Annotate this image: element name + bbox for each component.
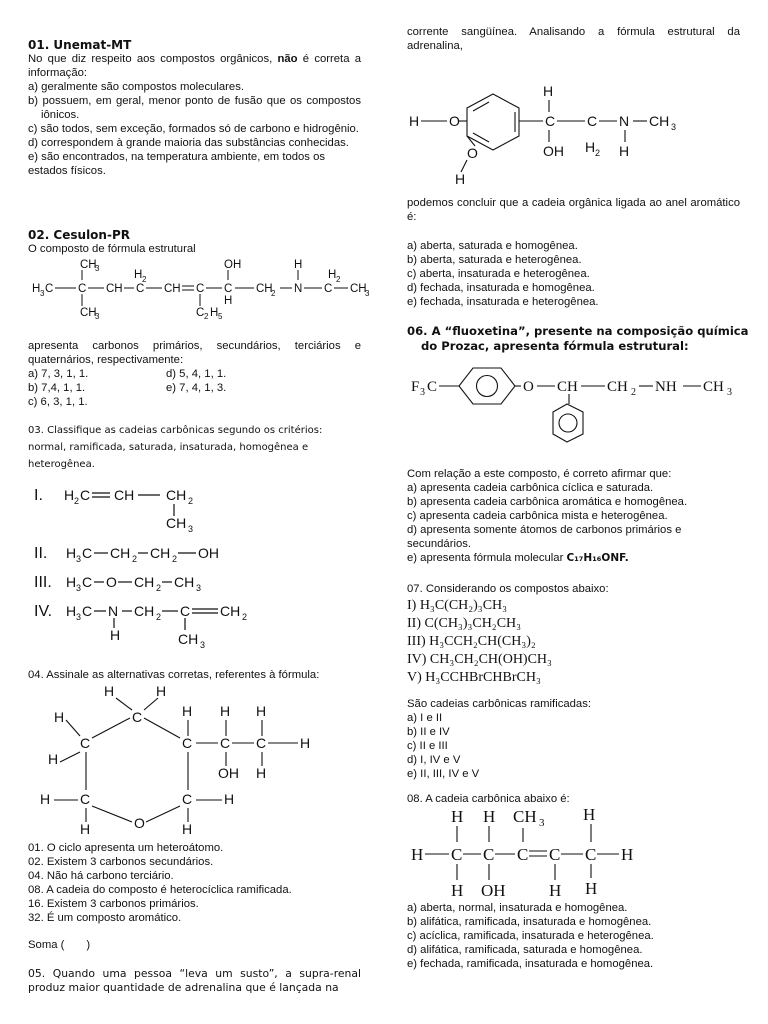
svg-text:3: 3 bbox=[420, 387, 425, 398]
compound-iii: III) H₃CCH₂CH(CH₃)₂ bbox=[407, 634, 536, 649]
svg-text:C: C bbox=[196, 307, 205, 319]
svg-text:H: H bbox=[66, 545, 77, 561]
option-e: e) fechada, ramificada, insaturada e homogênea. bbox=[407, 958, 654, 970]
svg-text:H: H bbox=[256, 703, 267, 719]
svg-text:H: H bbox=[585, 139, 596, 155]
option-a: a) geralmente são compostos moleculares. bbox=[28, 81, 244, 93]
svg-text:H: H bbox=[66, 603, 77, 619]
option-08: 08. A cadeia do composto é heterocíclica ramificada. bbox=[28, 884, 292, 896]
svg-text:H: H bbox=[451, 881, 464, 900]
stem-text: é correta a informação: bbox=[28, 53, 361, 79]
svg-text:H: H bbox=[585, 879, 598, 898]
svg-text:CH: CH bbox=[106, 283, 123, 295]
svg-text:C: C bbox=[587, 113, 598, 129]
question-02 bbox=[28, 228, 361, 256]
svg-text:C: C bbox=[180, 603, 191, 619]
option-d: d) alifática, ramificada, saturada e homogênea. bbox=[407, 944, 643, 956]
svg-text:H: H bbox=[54, 709, 65, 725]
svg-text:CH: CH bbox=[80, 307, 97, 319]
option-e: e) II, III, IV e V bbox=[407, 768, 480, 780]
svg-text:CH: CH bbox=[649, 113, 670, 129]
svg-text:CH: CH bbox=[350, 283, 367, 295]
svg-text:3: 3 bbox=[76, 583, 82, 593]
svg-text:N: N bbox=[294, 283, 303, 295]
svg-text:C: C bbox=[324, 283, 333, 295]
svg-text:H: H bbox=[224, 295, 233, 307]
option-d: d) fechada, insaturada e homogênea. bbox=[407, 282, 595, 294]
label-iii: III. bbox=[34, 574, 52, 591]
svg-text:H: H bbox=[543, 83, 554, 99]
question-02-after: apresenta carbonos primários, secundários, terciários e quaternários, respectivamente: bbox=[28, 340, 361, 366]
svg-text:CH: CH bbox=[164, 283, 181, 295]
svg-text:F: F bbox=[411, 379, 420, 395]
option-e: e) são encontrados, na temperatura ambiente, em todos os estados físicos. bbox=[28, 151, 326, 177]
formulas-q03 bbox=[28, 484, 358, 654]
question-06-after: Com relação a este composto, é correto afirmar que: bbox=[407, 468, 672, 480]
question-02-stem: O composto de fórmula estrutural bbox=[28, 243, 196, 255]
svg-text:N: N bbox=[619, 113, 630, 129]
svg-text:3: 3 bbox=[95, 264, 100, 273]
formula-fluoxetina bbox=[407, 360, 737, 460]
svg-text:H: H bbox=[104, 683, 115, 699]
svg-text:CH: CH bbox=[134, 574, 155, 590]
svg-text:H: H bbox=[621, 845, 634, 864]
soma-field: Soma ( ) bbox=[28, 939, 91, 951]
svg-text:2: 2 bbox=[204, 312, 209, 321]
svg-text:C: C bbox=[585, 845, 597, 864]
question-01-stem bbox=[28, 52, 361, 80]
question-05-stem: 05. Quando uma pessoa “leva um susto”, a supra-renal produz maior quantidade de adrenalina que é lançada na bbox=[28, 967, 361, 994]
label-i: I. bbox=[34, 487, 43, 504]
svg-text:H: H bbox=[409, 113, 420, 129]
svg-text:2: 2 bbox=[142, 275, 147, 284]
svg-text:3: 3 bbox=[40, 289, 45, 298]
svg-text:H: H bbox=[583, 805, 596, 824]
question-02-title: 02. Cesulon-PR bbox=[28, 228, 130, 242]
svg-text:C: C bbox=[136, 283, 145, 295]
svg-text:H: H bbox=[80, 821, 91, 837]
question-05-after: podemos concluir que a cadeia orgânica ligada ao anel aromático é: bbox=[407, 197, 740, 223]
option-16: 16. Existem 3 carbonos primários. bbox=[28, 898, 199, 910]
svg-text:CH: CH bbox=[166, 515, 187, 531]
question-06-title: 06. A “fluoxetina”, presente na composição química do Prozac, apresenta fórmula estrutural: bbox=[407, 324, 749, 353]
label-ii: II. bbox=[34, 545, 48, 562]
option-a: a) aberta, saturada e homogênea. bbox=[407, 240, 578, 252]
stem-bold: não bbox=[277, 53, 298, 65]
svg-text:C: C bbox=[256, 735, 267, 751]
svg-text:CH: CH bbox=[110, 545, 131, 561]
svg-text:C: C bbox=[45, 283, 54, 295]
option-b: b) possuem, em geral, menor ponto de fusão que os compostos iônicos. bbox=[28, 95, 361, 121]
formula-q02 bbox=[28, 256, 368, 326]
svg-text:H: H bbox=[549, 881, 562, 900]
svg-text:CH: CH bbox=[256, 283, 273, 295]
svg-text:H: H bbox=[66, 574, 77, 590]
svg-text:H: H bbox=[294, 259, 303, 271]
svg-text:2: 2 bbox=[156, 583, 162, 593]
compound-v: V) H₃CCHBrCHBrCH₃ bbox=[407, 670, 541, 685]
svg-text:C: C bbox=[451, 845, 463, 864]
svg-text:H: H bbox=[483, 807, 496, 826]
svg-text:OH: OH bbox=[481, 881, 506, 900]
formula-q08 bbox=[407, 806, 737, 898]
svg-text:CH: CH bbox=[174, 574, 195, 590]
svg-text:CH: CH bbox=[220, 603, 241, 619]
svg-text:O: O bbox=[449, 113, 460, 129]
option-02: 02. Existem 3 carbonos secundários. bbox=[28, 856, 214, 868]
svg-text:H: H bbox=[411, 845, 424, 864]
option-b: b) aberta, saturada e heterogênea. bbox=[407, 254, 582, 266]
svg-text:H: H bbox=[182, 821, 193, 837]
question-02-body bbox=[28, 339, 361, 409]
option-c: c) são todos, sem exceção, formados só de carbono e hidrogênio. bbox=[28, 123, 359, 135]
question-03-stem: 03. Classifique as cadeias carbônicas segundo os critérios: normal, ramificada, saturada, insaturada, homogênea e heterogênea. bbox=[28, 425, 323, 470]
question-07-question: São cadeias carbônicas ramificadas: bbox=[407, 698, 591, 710]
svg-text:H: H bbox=[110, 627, 121, 643]
svg-text:H: H bbox=[256, 765, 267, 781]
option-c: c) acíclica, ramificada, insaturada e heterogênea. bbox=[407, 930, 654, 942]
svg-text:2: 2 bbox=[336, 275, 341, 284]
question-04-options bbox=[28, 841, 361, 952]
svg-text:H: H bbox=[300, 735, 311, 751]
svg-text:C: C bbox=[182, 735, 193, 751]
svg-text:C: C bbox=[80, 735, 91, 751]
svg-text:O: O bbox=[134, 815, 145, 831]
svg-text:C: C bbox=[427, 379, 438, 395]
option-b: b) II e IV bbox=[407, 726, 450, 738]
svg-text:CH: CH bbox=[513, 807, 537, 826]
svg-text:3: 3 bbox=[727, 387, 732, 398]
option-c: c) aberta, insaturada e heterogênea. bbox=[407, 268, 590, 280]
svg-text:O: O bbox=[467, 145, 478, 161]
option-c: c) II e III bbox=[407, 740, 448, 752]
svg-text:C: C bbox=[80, 791, 91, 807]
option-b: b) 7,4, 1, 1. bbox=[28, 382, 86, 394]
svg-text:3: 3 bbox=[188, 524, 194, 534]
svg-text:OH: OH bbox=[218, 765, 239, 781]
svg-text:CH: CH bbox=[134, 603, 155, 619]
question-05-continued: corrente sangüínea. Analisando a fórmula estrutural da adrenalina, bbox=[407, 26, 740, 52]
svg-text:H: H bbox=[328, 269, 337, 281]
option-b: b) alifática, ramificada, insaturada e homogênea. bbox=[407, 916, 652, 928]
option-a: a) apresenta cadeia carbônica cíclica e saturada. bbox=[407, 482, 654, 494]
svg-text:H: H bbox=[455, 171, 466, 187]
option-d: d) 5, 4, 1, 1. bbox=[166, 368, 227, 380]
svg-text:3: 3 bbox=[200, 640, 206, 650]
svg-text:CH: CH bbox=[80, 259, 97, 271]
svg-text:CH: CH bbox=[557, 379, 578, 395]
svg-text:3: 3 bbox=[76, 612, 82, 622]
option-b: b) apresenta cadeia carbônica aromática e homogênea. bbox=[407, 496, 688, 508]
formula-adrenalina bbox=[407, 80, 737, 190]
svg-text:C: C bbox=[182, 791, 193, 807]
formula-q04 bbox=[28, 682, 328, 842]
question-07-stem: 07. Considerando os compostos abaixo: bbox=[407, 583, 609, 595]
option-e bbox=[407, 551, 740, 565]
svg-text:C: C bbox=[224, 283, 233, 295]
question-08-stem: 08. A cadeia carbônica abaixo é: bbox=[407, 793, 570, 805]
svg-text:C: C bbox=[82, 603, 93, 619]
question-05-options bbox=[407, 239, 740, 309]
svg-text:H: H bbox=[134, 269, 143, 281]
svg-text:C: C bbox=[517, 845, 529, 864]
option-e-formula: C₁₇H₁₆ONF. bbox=[566, 552, 629, 564]
question-02-options bbox=[28, 367, 361, 409]
option-e: e) fechada, insaturada e heterogênea. bbox=[407, 296, 599, 308]
svg-text:H: H bbox=[64, 487, 75, 503]
svg-text:C: C bbox=[82, 574, 93, 590]
svg-text:2: 2 bbox=[631, 387, 636, 398]
svg-text:3: 3 bbox=[539, 817, 545, 829]
svg-text:C: C bbox=[82, 545, 93, 561]
question-07 bbox=[407, 582, 740, 781]
svg-text:H: H bbox=[220, 703, 231, 719]
svg-text:OH: OH bbox=[543, 143, 564, 159]
option-d: d) apresenta somente átomos de carbonos primários e secundários. bbox=[407, 524, 682, 550]
option-a: a) aberta, normal, insaturada e homogênea. bbox=[407, 902, 628, 914]
svg-text:C: C bbox=[549, 845, 561, 864]
stem-text: No que diz respeito aos compostos orgânicos, bbox=[28, 53, 278, 65]
option-d: d) I, IV e V bbox=[407, 754, 461, 766]
svg-text:CH: CH bbox=[166, 487, 187, 503]
option-d: d) correspondem à grande maioria das substâncias conhecidas. bbox=[28, 137, 349, 149]
svg-text:CH: CH bbox=[150, 545, 171, 561]
svg-text:2: 2 bbox=[595, 148, 601, 158]
option-32: 32. É um composto aromático. bbox=[28, 912, 182, 924]
svg-text:C: C bbox=[220, 735, 231, 751]
svg-text:CH: CH bbox=[607, 379, 628, 395]
svg-text:O: O bbox=[106, 574, 117, 590]
svg-text:H: H bbox=[224, 791, 235, 807]
svg-text:C: C bbox=[80, 487, 91, 503]
svg-text:2: 2 bbox=[74, 496, 80, 506]
option-e: e) 7, 4, 1, 3. bbox=[166, 382, 227, 394]
svg-text:3: 3 bbox=[76, 554, 82, 564]
question-06-body bbox=[407, 467, 740, 565]
svg-text:CH: CH bbox=[178, 631, 199, 647]
svg-text:3: 3 bbox=[196, 583, 202, 593]
svg-text:2: 2 bbox=[132, 554, 138, 564]
svg-text:C: C bbox=[196, 283, 205, 295]
svg-text:2: 2 bbox=[242, 612, 248, 622]
svg-text:2: 2 bbox=[271, 289, 276, 298]
svg-text:C: C bbox=[78, 283, 87, 295]
svg-text:H: H bbox=[156, 683, 167, 699]
svg-text:NH: NH bbox=[655, 379, 677, 395]
svg-text:OH: OH bbox=[198, 545, 219, 561]
label-iv: IV. bbox=[34, 603, 53, 620]
svg-text:H: H bbox=[32, 283, 41, 295]
svg-text:C: C bbox=[545, 113, 556, 129]
svg-text:3: 3 bbox=[671, 122, 677, 132]
compound-iv: IV) CH₃CH₂CH(OH)CH₃ bbox=[407, 652, 552, 667]
option-e-text: e) apresenta fórmula molecular bbox=[407, 552, 567, 564]
svg-text:3: 3 bbox=[365, 289, 370, 298]
svg-text:H: H bbox=[182, 703, 193, 719]
option-a: a) 7, 3, 1, 1. bbox=[28, 368, 89, 380]
svg-text:2: 2 bbox=[172, 554, 178, 564]
svg-text:CH: CH bbox=[703, 379, 724, 395]
option-01: 01. O ciclo apresenta um heteroátomo. bbox=[28, 842, 224, 854]
svg-text:CH: CH bbox=[114, 487, 135, 503]
svg-text:N: N bbox=[108, 603, 119, 619]
svg-text:H: H bbox=[48, 751, 59, 767]
question-04-stem: 04. Assinale as alternativas corretas, referentes à fórmula: bbox=[28, 669, 320, 681]
svg-text:2: 2 bbox=[156, 612, 162, 622]
svg-text:H: H bbox=[451, 807, 464, 826]
svg-text:2: 2 bbox=[188, 496, 194, 506]
svg-text:H: H bbox=[40, 791, 51, 807]
question-01-title: 01. Unemat-MT bbox=[28, 38, 132, 52]
svg-text:OH: OH bbox=[224, 259, 242, 271]
question-01 bbox=[28, 38, 361, 178]
option-c: c) 6, 3, 1, 1. bbox=[28, 396, 88, 408]
svg-text:3: 3 bbox=[95, 312, 100, 321]
option-a: a) I e II bbox=[407, 712, 443, 724]
svg-text:H: H bbox=[619, 143, 630, 159]
svg-text:C: C bbox=[483, 845, 495, 864]
question-08-options bbox=[407, 901, 740, 971]
compound-ii: II) C(CH₃)₃CH₂CH₃ bbox=[407, 616, 522, 631]
svg-text:5: 5 bbox=[218, 312, 223, 321]
svg-text:H: H bbox=[210, 307, 219, 319]
option-04: 04. Não há carbono terciário. bbox=[28, 870, 174, 882]
option-c: c) apresenta cadeia carbônica mista e heterogênea. bbox=[407, 510, 668, 522]
svg-text:O: O bbox=[523, 379, 534, 395]
compound-i: I) H₃C(CH₂)₃CH₃ bbox=[407, 598, 508, 613]
svg-text:C: C bbox=[132, 709, 143, 725]
